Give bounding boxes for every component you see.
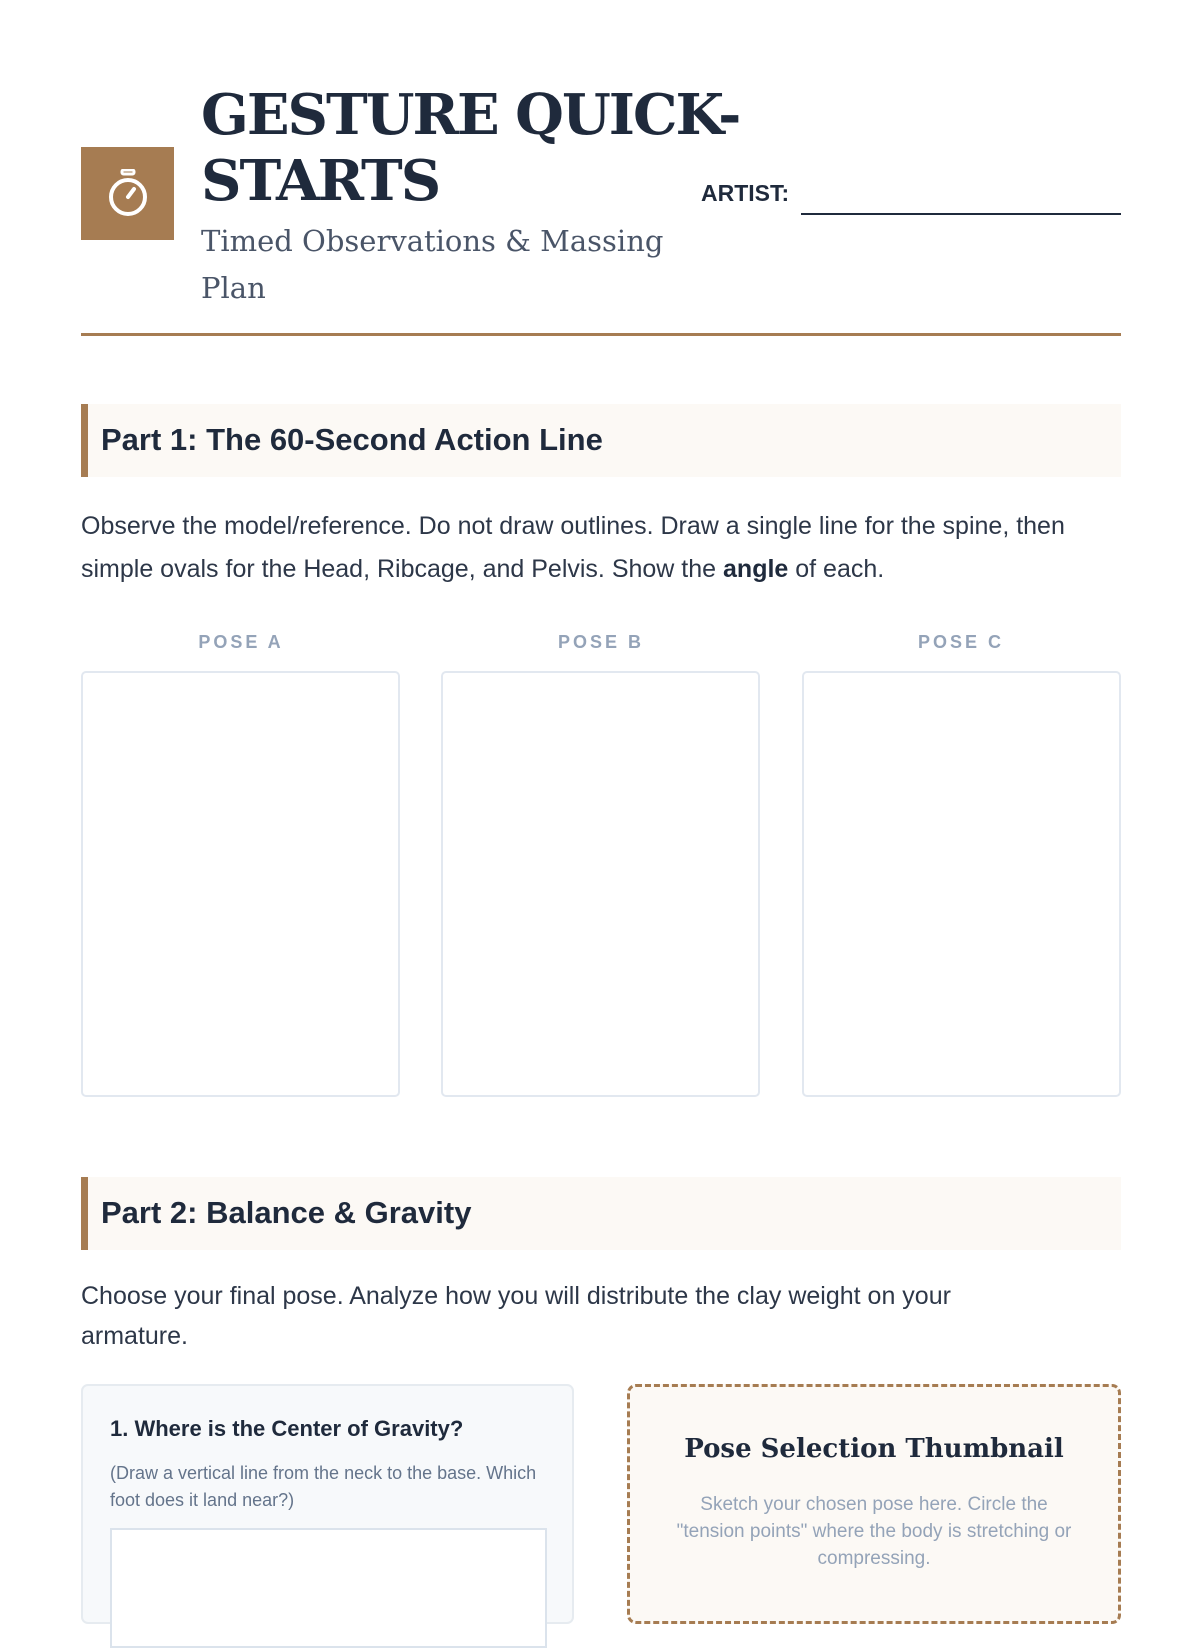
artist-label: ARTIST: — [701, 180, 790, 206]
cog-hint: (Draw a vertical line from the neck to the base. Which foot does it land near?) — [110, 1463, 537, 1510]
pose-b-label: POSE B — [557, 632, 645, 652]
pose-c-label: POSE C — [917, 632, 1005, 652]
page-subtitle: Timed Observations & Massing Plan — [201, 224, 664, 305]
stopwatch-icon — [106, 169, 150, 217]
worksheet-header — [81, 0, 1121, 336]
page-title: GESTURE QUICK-STARTS — [201, 82, 740, 214]
cog-answer-box[interactable] — [110, 1528, 547, 1648]
artist-name-field[interactable] — [801, 200, 1121, 215]
pose-thumbnail-panel[interactable] — [627, 1384, 1121, 1624]
cog-question: 1. Where is the Center of Gravity? — [110, 1416, 464, 1441]
part1-instructions-tail: of each. — [788, 555, 885, 583]
part1-instructions — [81, 505, 1101, 591]
part1-instructions-text: Observe the model/reference. Do not draw outlines. Draw a single line for the spine, then simple ovals for the Head, Ribcage, and Pelvis. Show the — [81, 512, 1065, 583]
part1-section-header — [81, 404, 1121, 477]
logo-badge — [81, 147, 174, 240]
part2-section-header — [81, 1177, 1121, 1250]
worksheet-page — [81, 0, 1121, 1600]
part1-instructions-emphasis: angle — [723, 555, 789, 583]
pose-a-drawing-box[interactable] — [81, 671, 400, 1097]
center-of-gravity-panel — [81, 1384, 574, 1624]
pose-c-drawing-box[interactable] — [802, 671, 1121, 1097]
thumbnail-title: Pose Selection Thumbnail — [684, 1434, 1064, 1464]
part1-heading: Part 1: The 60-Second Action Line — [101, 422, 603, 457]
pose-b-drawing-box[interactable] — [441, 671, 760, 1097]
part2-heading: Part 2: Balance & Gravity — [101, 1195, 472, 1230]
part2-instructions: Choose your final pose. Analyze how you will distribute the clay weight on your armature. — [81, 1282, 951, 1350]
pose-a-label: POSE A — [198, 632, 284, 652]
thumbnail-description: Sketch your chosen pose here. Circle the "tension points" where the body is stretching or compressing. — [676, 1494, 1072, 1569]
